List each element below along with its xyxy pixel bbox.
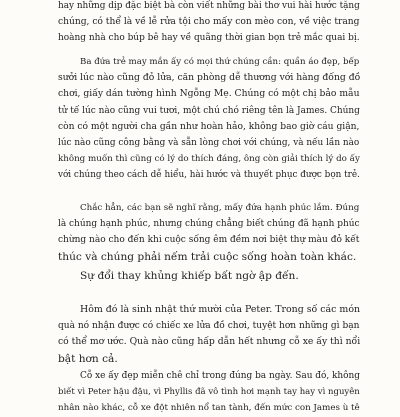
text-line: biết vì Peter hậu đậu, vì Phyllis đã vô tình hơi mạnh tay hay vì nguyên (58, 387, 360, 398)
text-line: nhân nào khác, cỗ xe đột nhiên nổ tan tành, đến mức con James ù tê (58, 403, 360, 414)
text-line: là chúng hạnh phúc, nhưng chúng chẳng biết chúng đã hạnh phúc (58, 219, 360, 230)
text-line: lúc nào cũng công bằng và sẵn lòng chơi với chúng, và nếu lần nào (58, 138, 360, 149)
text-line: sưởi lúc nào cũng đỏ lửa, căn phòng dễ thương với hàng đống đồ (58, 72, 361, 84)
text-line: hoàng nhà cho búp bê hay về quãng thời gian bọn trẻ mắc quai bị. (58, 33, 360, 44)
text-line: có thể mơ ước. Quà nào cũng hấp dẫn hết nhưng cỗ xe ấy thì nổi (58, 336, 361, 348)
text-line: chúng, có thể là về lễ rửa tội cho mấy con mèo con, về việc trang (58, 17, 360, 28)
text-line: còn có một người cha gần như hoàn hảo, không bao giờ cáu giận, (58, 121, 360, 132)
text-line: Ba đứa trẻ may mắn ấy có mọi thứ chúng cần: quần áo đẹp, bếp (80, 57, 360, 67)
paragraph (0, 302, 400, 367)
text-line: chơi, giấy dán tường hình Ngỗng Mẹ. Chúng có một chị bảo mẫu (58, 88, 360, 100)
text-line: tử tế lúc nào cũng vui tươi, một chú chó riêng tên là James. Chúng (58, 105, 360, 116)
text-line: Chắc hẳn, các bạn sẽ nghĩ rằng, mấy đứa hạnh phúc lắm. Đúng (80, 203, 360, 213)
text-line: thúc và chúng phải nếm trải cuộc sống hoàn toàn khác. (58, 250, 357, 263)
text-line: chừng nào cho đến khi cuộc sống êm đềm nơi biệt thự màu đỏ kết (58, 235, 360, 246)
text-line: với chúng theo cách dễ hiểu, hài hước và thuyết phục được bọn trẻ. (58, 170, 360, 181)
text-line: Cỗ xe ấy đẹp miễn chê chỉ trong đúng ba ngày. Sau đó, không (80, 371, 361, 381)
paragraph (0, 368, 400, 417)
text-line: không muốn thì cũng có lý do thích đáng, ông còn giải thích lý do ấy (58, 154, 360, 165)
paragraph (0, 268, 400, 284)
paragraph (0, 0, 400, 47)
paragraph (0, 200, 400, 265)
text-line: Hôm đó là sinh nhật thứ mười của Peter. Trong số các món (80, 304, 361, 315)
text-line: bật hơn cả. (58, 352, 118, 365)
paragraph (0, 54, 400, 184)
text-line: quà nó nhận được có chiếc xe lửa đồ chơi, tuyệt hơn những gì bạn (58, 321, 360, 332)
text-line: hay những dịp đặc biệt bà còn viết những bài thơ vui hài hước tặng (58, 1, 360, 11)
text-line: Sự đổi thay khủng khiếp bất ngờ ập đến. (80, 270, 299, 282)
